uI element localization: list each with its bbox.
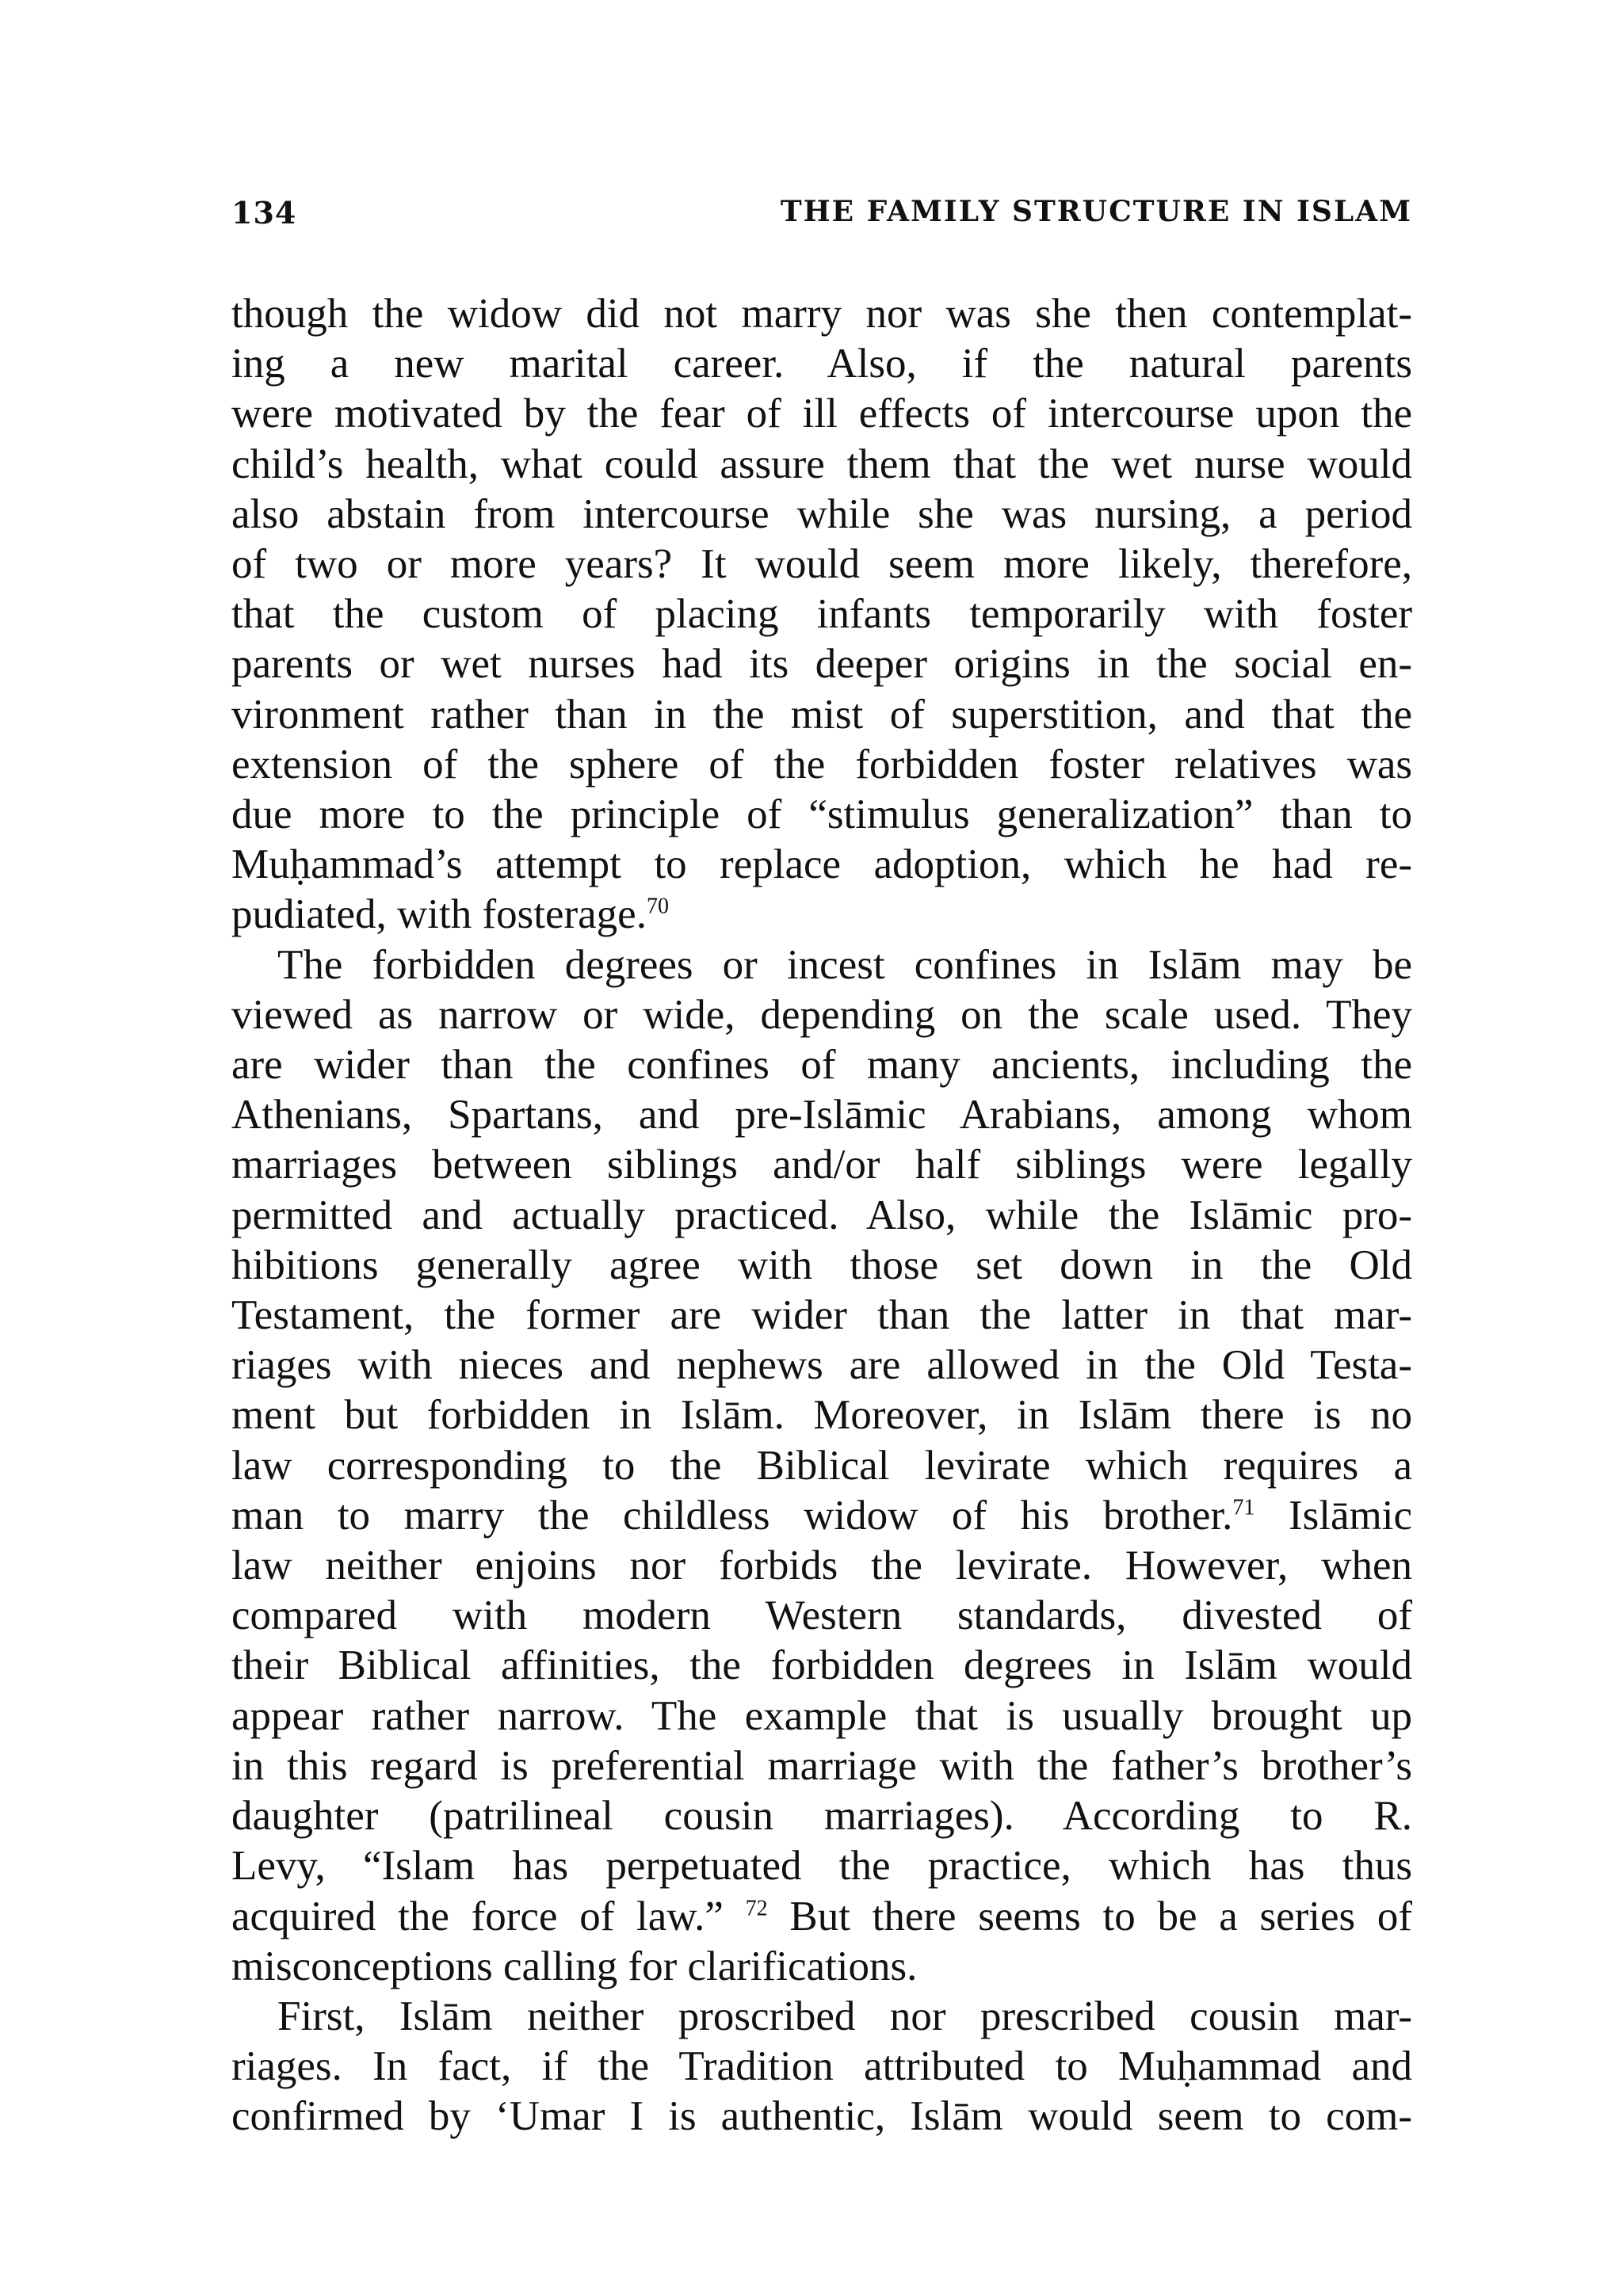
footnote-marker: 72 [745,1895,768,1920]
text-line: also abstain from intercourse while she was nursing, a period [231,490,1412,537]
text-line: confirmed by ‘Umar I is authentic, Islām would seem to com- [231,2093,1412,2140]
text-line: are wider than the confines of many ancients, including the [231,1042,1412,1089]
text-line [231,1491,1412,1541]
text-line: Testament, the former are wider than the latter in that mar- [231,1292,1412,1339]
paragraph-3 [231,1992,1412,2042]
text-line [231,1892,1412,1942]
text-line: vironment rather than in the mist of superstition, and that the [231,691,1412,738]
paragraph-3-continued [231,2042,1412,2142]
text-line: misconceptions calling for clarifications. [231,1943,918,1989]
paragraph-2-continued [231,990,1412,1992]
text-run: But there seems to be a series of [767,1893,1412,1939]
text-line: viewed as narrow or wide, depending on the scale used. They [231,991,1412,1038]
paragraph-2 [231,940,1412,990]
text-line: in this regard is preferential marriage with the father’s brother’s [231,1742,1412,1789]
text-run: acquired the force of law.” [231,1893,724,1939]
text-line: Athenians, Spartans, and pre-Islāmic Arabians, among whom [231,1092,1412,1138]
text-line: daughter (patrilineal cousin marriages). According to R. [231,1793,1412,1840]
footnote-marker: 70 [646,894,669,919]
text-line: of two or more years? It would seem more likely, therefore, [231,541,1412,588]
text-line: riages with nieces and nephews are allowed in the Old Testa- [231,1342,1412,1389]
text-run: man to marry the childless widow of his brother. [231,1492,1233,1539]
text-line: hibitions generally agree with those set down in the Old [231,1241,1412,1288]
paragraph-1 [231,289,1412,940]
footnote-marker: 71 [1232,1495,1255,1520]
text-line: Muḥammad’s attempt to replace adoption, which he had re- [231,841,1412,888]
text-line: law neither enjoins nor forbids the levirate. However, when [231,1543,1412,1589]
text-line: appear rather narrow. The example that is usually brought up [231,1692,1412,1739]
text-line: compared with modern Western standards, divested of [231,1592,1412,1639]
page-header [231,195,1412,242]
text-line: permitted and actually practiced. Also, while the Islāmic pro- [231,1192,1412,1238]
text-line: ment but forbidden in Islām. Moreover, in Islām there is no [231,1392,1412,1439]
text-line: riages. In fact, if the Tradition attributed to Muḥammad and [231,2043,1412,2090]
text-line: marriages between siblings and/or half siblings were legally [231,1142,1412,1188]
text-run: Islāmic [1254,1492,1412,1539]
body-text [231,289,1412,2142]
text-line [231,890,1412,940]
text-run: pudiated, with fosterage. [231,891,647,938]
text-line: Levy, “Islam has perpetuated the practice, which has thus [231,1843,1412,1890]
text-line: ing a new marital career. Also, if the natural parents [231,341,1412,387]
page-number: 134 [231,195,297,231]
text-line: due more to the principle of “stimulus generalization” than to [231,791,1412,838]
text-line: their Biblical affinities, the forbidden degrees in Islām would [231,1642,1412,1689]
text-line: were motivated by the fear of ill effects of intercourse upon the [231,391,1412,437]
text-line: parents or wet nurses had its deeper origins in the social en- [231,641,1412,688]
text-line: though the widow did not marry nor was she then contemplat- [231,291,1412,337]
text-line: child’s health, what could assure them that the wet nurse would [231,441,1412,487]
text-line: law corresponding to the Biblical levirate which requires a [231,1442,1412,1489]
text-line: that the custom of placing infants temporarily with foster [231,591,1412,638]
text-line: The forbidden degrees or incest confines in Islām may be [277,941,1412,988]
text-line: First, Islām neither proscribed nor prescribed cousin mar- [277,1993,1412,2039]
text-line: extension of the sphere of the forbidden foster relatives was [231,741,1412,788]
running-head: THE FAMILY STRUCTURE IN ISLAM [780,195,1412,228]
